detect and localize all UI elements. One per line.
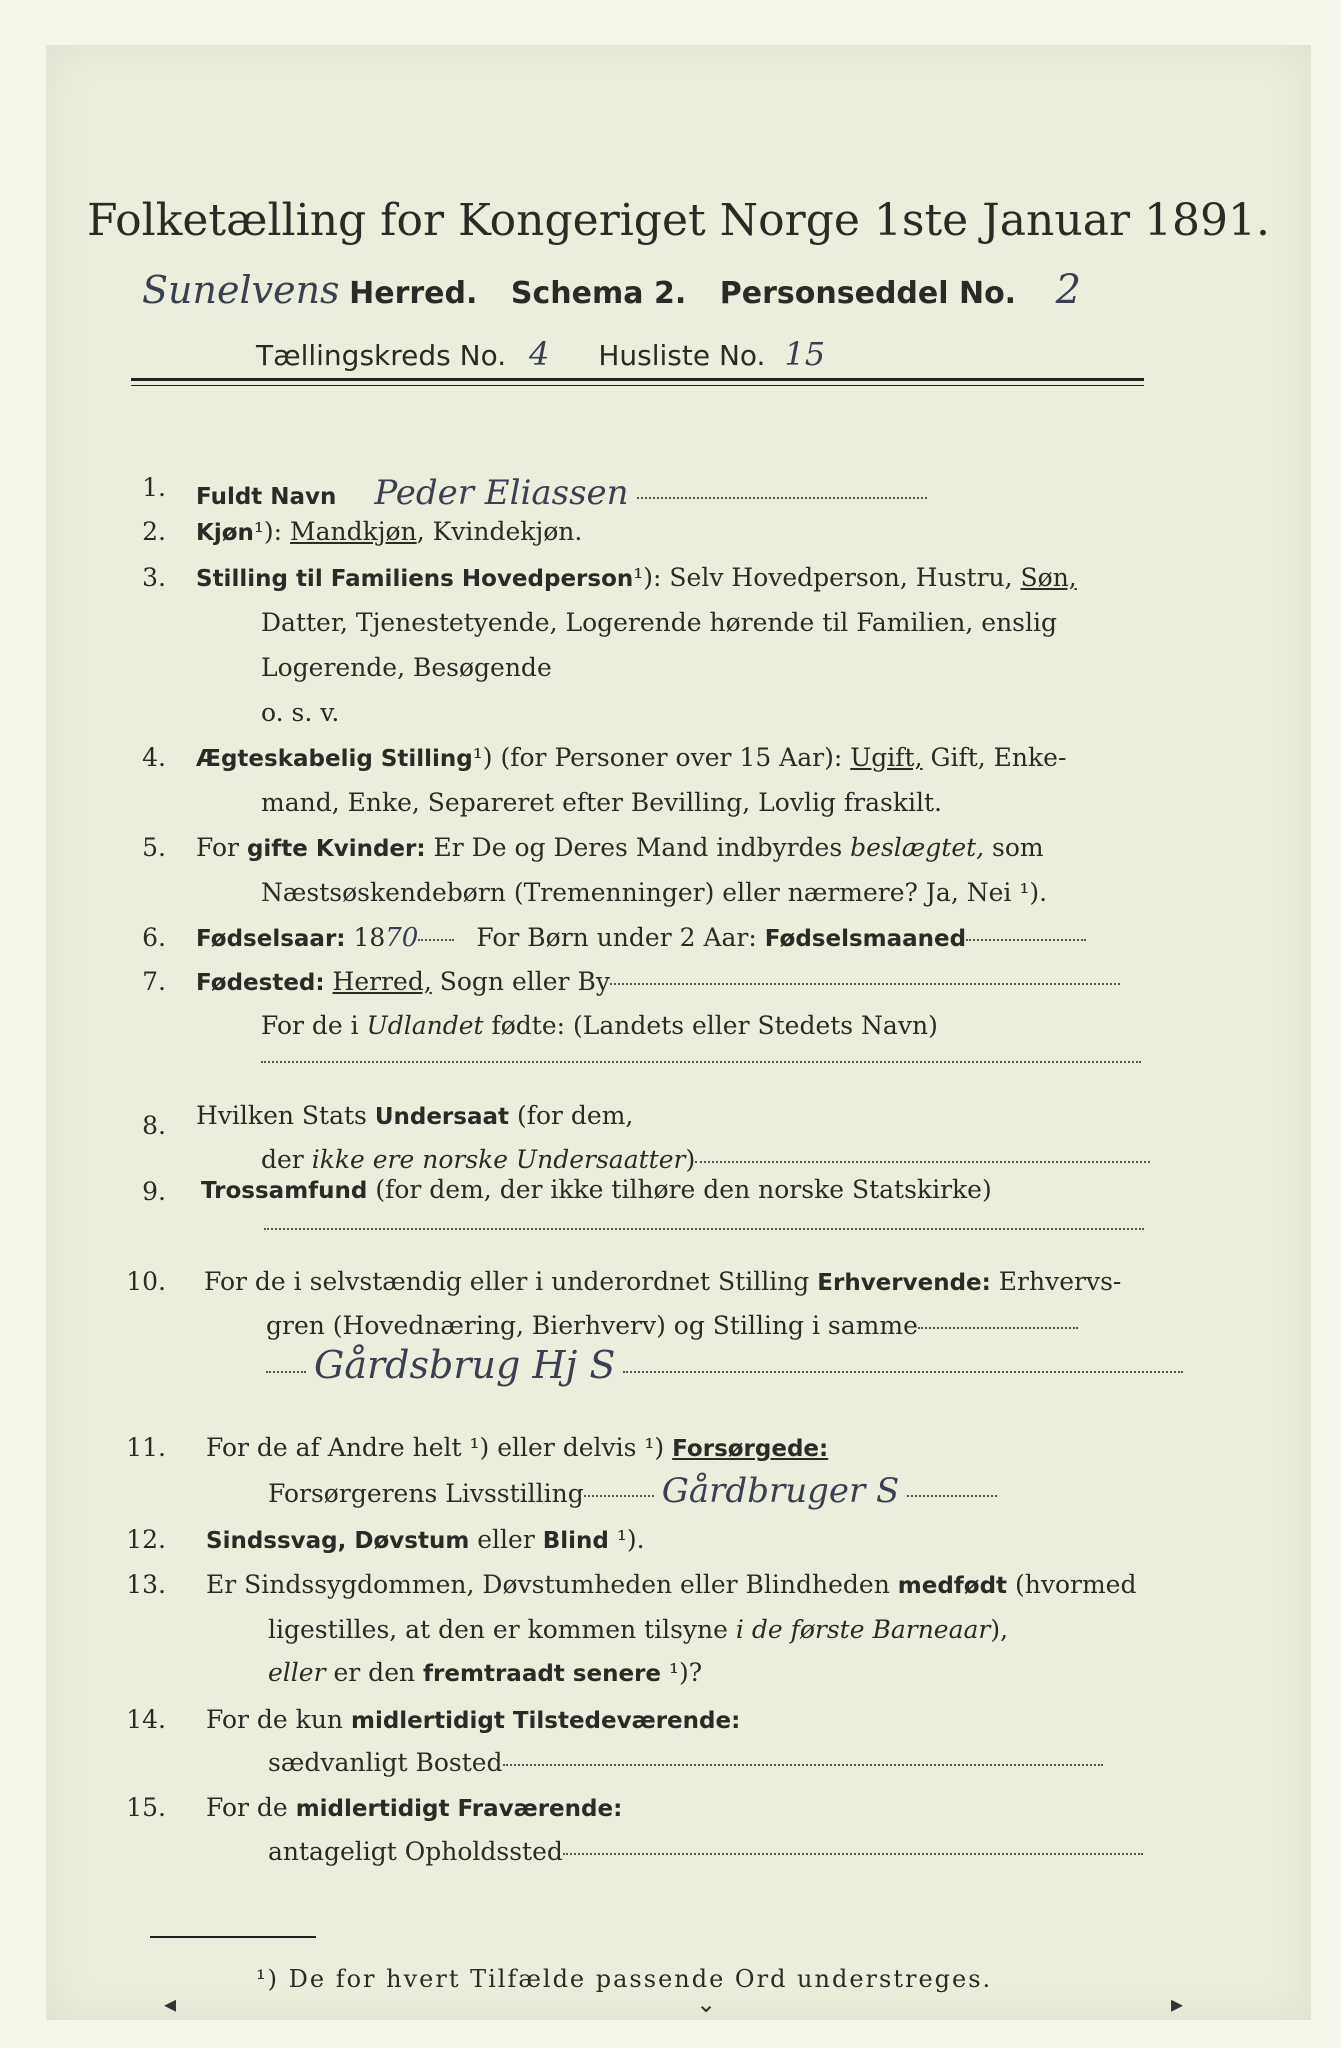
item-11-question: Forsørgede: xyxy=(672,1436,829,1462)
husliste-value: 15 xyxy=(784,335,826,373)
item-number-1: 1. xyxy=(142,473,166,502)
item-number-2: 2. xyxy=(142,517,166,546)
header-rule-thin xyxy=(131,385,1144,386)
item-3-options: ¹): Selv Hovedperson, Hustru, xyxy=(633,563,1021,592)
item-8-line-2 xyxy=(261,1145,1311,1174)
item-9-answer-line xyxy=(264,1228,1144,1230)
item-6-answer: 70 xyxy=(385,923,419,953)
item-11-text: For de af Andre helt ¹) eller delvis ¹) xyxy=(206,1433,673,1462)
herred-value: Sunelvens xyxy=(142,268,340,312)
item-number-9: 9. xyxy=(142,1177,166,1206)
item-3-question: Stilling til Familiens Hovedperson xyxy=(196,566,634,592)
item-2-footnote-ref: ¹): xyxy=(253,517,291,546)
item-number-3: 3. xyxy=(142,563,166,592)
item-10-answer: Gårdsbrug Hj S xyxy=(314,1343,616,1387)
item-5-question: gifte Kvinder: xyxy=(246,836,426,862)
item-10 xyxy=(204,1267,1311,1296)
schema-label: Schema 2. xyxy=(510,276,687,311)
item-8 xyxy=(196,1101,1311,1130)
footnote: ¹) De for hvert Tilfælde passende Ord understreges. xyxy=(256,1965,993,1993)
item-6-century: 18 xyxy=(345,923,386,952)
item-number-8: 8. xyxy=(142,1111,166,1140)
item-12 xyxy=(206,1525,1311,1554)
herred-label: Herred. xyxy=(349,276,478,311)
census-form-card xyxy=(46,45,1311,2020)
item-14-question: midlertidigt Tilstedeværende: xyxy=(350,1708,741,1734)
item-5-text-c: som xyxy=(984,833,1044,862)
item-6-month-label: Fødselsmaaned xyxy=(764,926,967,952)
item-13-line-2: ligestilles, at den er kommen tilsyne i de første Barneaar), xyxy=(268,1615,1009,1644)
item-9-question: Trossamfund xyxy=(201,1178,368,1204)
item-12-question-a: Sindssvag, Døvstum xyxy=(206,1528,470,1554)
item-7-selected-option: Herred, xyxy=(332,967,432,996)
item-5-text-b: Er De og Deres Mand indbyrdes xyxy=(425,833,851,862)
item-6-text: For Børn under 2 Aar: xyxy=(476,923,765,952)
item-4-options: Gift, Enke- xyxy=(922,743,1067,772)
item-10-answer-dots-left xyxy=(266,1371,306,1373)
item-7-text-b: fødte: (Landets eller Stedets Navn) xyxy=(483,1011,938,1040)
item-4-line-2: mand, Enke, Separeret efter Bevilling, Lovlig fraskilt. xyxy=(261,788,942,817)
item-2 xyxy=(196,517,1311,546)
item-4 xyxy=(196,743,1311,772)
item-6-month-dotted-line xyxy=(966,939,1086,941)
header-rule xyxy=(131,378,1144,381)
item-3-line-4: o. s. v. xyxy=(261,698,340,727)
item-15 xyxy=(206,1793,1311,1822)
item-2-selected-option: Mandkjøn xyxy=(290,517,417,546)
item-9-text: (for dem, der ikke tilhøre den norske Statskirke) xyxy=(367,1175,992,1204)
item-5-line-2: Næstsøskendebørn (Tremenninger) eller nærmere? Ja, Nei ¹). xyxy=(261,878,1048,907)
item-number-4: 4. xyxy=(142,743,166,772)
item-5-text-a: For xyxy=(196,833,247,862)
item-6-dotted-line xyxy=(418,939,454,941)
item-7-answer-line xyxy=(261,1061,1141,1063)
item-7-text-italic: Udlandet xyxy=(366,1011,484,1040)
item-12-text: eller xyxy=(469,1525,543,1554)
item-13-footnote-ref: ¹)? xyxy=(661,1658,703,1687)
kreds-line xyxy=(256,335,1311,373)
personseddel-value: 2 xyxy=(1055,267,1082,313)
item-2-options: , Kvindekjøn. xyxy=(416,517,583,546)
item-13-text-d: er den xyxy=(325,1658,424,1687)
item-4-question: Ægteskabelig Stilling xyxy=(196,746,473,772)
item-number-5: 5. xyxy=(142,833,166,862)
item-4-text: ¹) (for Personer over 15 Aar): xyxy=(472,743,851,772)
item-number-7: 7. xyxy=(142,967,166,996)
item-7-question: Fødested: xyxy=(196,970,325,996)
item-3 xyxy=(196,563,1311,592)
item-10-text-b: Erhvervs- xyxy=(990,1267,1122,1296)
kreds-label: Tællingskreds No. xyxy=(256,339,507,372)
item-13 xyxy=(206,1570,1311,1599)
item-6-question: Fødselsaar: xyxy=(196,926,346,952)
item-10-question: Erhvervende: xyxy=(817,1270,991,1296)
item-14-line-2 xyxy=(268,1748,1311,1777)
item-10-line-2 xyxy=(266,1311,1311,1340)
item-number-15: 15. xyxy=(126,1793,166,1822)
item-12-footnote-ref: ¹). xyxy=(608,1525,645,1554)
item-13-question: medfødt xyxy=(897,1573,1008,1599)
item-1-answer: Peder Eliassen xyxy=(374,473,629,513)
item-13-text-c: ligestilles, at den er kommen tilsyne xyxy=(268,1615,736,1644)
item-1 xyxy=(196,473,1311,513)
item-7-space xyxy=(325,967,333,996)
item-11-line-2 xyxy=(268,1471,1311,1511)
item-15-dotted-line xyxy=(563,1853,1143,1855)
item-13-text-italic: i de første Barneaar xyxy=(735,1615,991,1644)
item-2-question: Kjøn xyxy=(196,520,254,546)
item-number-6: 6. xyxy=(142,923,166,952)
item-15-text: For de xyxy=(206,1793,296,1822)
footnote-rule xyxy=(150,1936,316,1938)
item-number-12: 12. xyxy=(126,1525,166,1554)
item-9 xyxy=(201,1175,1311,1204)
item-6 xyxy=(196,923,1311,953)
item-number-14: 14. xyxy=(126,1705,166,1734)
item-14-text: For de kun xyxy=(206,1705,351,1734)
item-8-text-b: (for dem, xyxy=(509,1101,634,1130)
item-5 xyxy=(196,833,1311,862)
item-7 xyxy=(196,967,1311,996)
item-10-answer-row xyxy=(266,1343,1311,1387)
corner-mark-center-icon: ⌄ xyxy=(696,1990,717,2018)
item-1-dotted-line xyxy=(637,497,927,499)
item-15-opholdssted-label: antageligt Opholdssted xyxy=(268,1837,563,1866)
item-8-dotted-line xyxy=(695,1161,1150,1163)
item-3-line-3: Logerende, Besøgende xyxy=(261,653,552,682)
item-8-question: Undersaat xyxy=(374,1104,509,1130)
item-10-dotted-line xyxy=(918,1327,1078,1329)
item-13-text-a: Er Sindssygdommen, Døvstumheden eller Blindheden xyxy=(206,1570,898,1599)
item-8-text-d: ) xyxy=(685,1145,696,1174)
item-11-dots-left xyxy=(584,1495,654,1497)
item-7-text-a: For de i xyxy=(261,1011,367,1040)
item-1-question: Fuldt Navn xyxy=(196,484,337,510)
item-3-line-2: Datter, Tjenestetyende, Logerende hørende til Familien, enslig xyxy=(261,608,1058,637)
item-14-bosted-label: sædvanligt Bosted xyxy=(268,1748,503,1777)
item-15-line-2 xyxy=(268,1837,1311,1866)
item-8-text-c: der xyxy=(261,1145,312,1174)
item-number-13: 13. xyxy=(126,1570,166,1599)
item-15-question: midlertidigt Fraværende: xyxy=(295,1796,623,1822)
item-7-line-2 xyxy=(261,1011,1311,1040)
item-13-line-3 xyxy=(268,1658,1311,1687)
item-11 xyxy=(206,1433,1311,1462)
herred-line xyxy=(142,267,1311,313)
husliste-label: Husliste No. xyxy=(598,339,766,372)
item-number-10: 10. xyxy=(126,1267,166,1296)
item-12-question-b: Blind xyxy=(542,1528,609,1554)
item-11-dots-right xyxy=(907,1495,997,1497)
item-11-answer: Gårdbruger S xyxy=(661,1471,900,1511)
corner-mark-left-icon: ◂ xyxy=(164,1990,177,2018)
form-title: Folketælling for Kongeriget Norge 1ste Januar 1891. xyxy=(87,195,1270,246)
personseddel-label: Personseddel No. xyxy=(719,276,1017,311)
item-number-11: 11. xyxy=(126,1433,166,1462)
item-10-answer-dots-right xyxy=(623,1371,1183,1373)
item-3-selected-option: Søn, xyxy=(1020,563,1077,592)
item-13-question-b: fremtraadt senere xyxy=(423,1661,662,1687)
item-14-dotted-line xyxy=(503,1764,1103,1766)
item-5-text-italic: beslægtet, xyxy=(850,833,985,862)
item-13-text-b: (hvormed xyxy=(1007,1570,1137,1599)
item-8-text-italic: ikke ere norske Undersaatter xyxy=(311,1145,686,1174)
item-10-text-a: For de i selvstændig eller i underordnet Stilling xyxy=(204,1267,818,1296)
item-7-options: Sogn eller By xyxy=(431,967,610,996)
item-13-eller: eller xyxy=(268,1658,326,1687)
item-11-livsstilling-label: Forsørgerens Livsstilling xyxy=(268,1479,584,1508)
item-8-text-a: Hvilken Stats xyxy=(196,1101,375,1130)
item-10-text-c: gren (Hovednæring, Bierhverv) og Stilling i samme xyxy=(266,1311,918,1340)
item-4-selected-option: Ugift, xyxy=(850,743,923,772)
kreds-value: 4 xyxy=(529,335,550,373)
item-14 xyxy=(206,1705,1311,1734)
item-7-dotted-line xyxy=(610,983,1120,985)
corner-mark-right-icon: ▸ xyxy=(1171,1990,1184,2018)
